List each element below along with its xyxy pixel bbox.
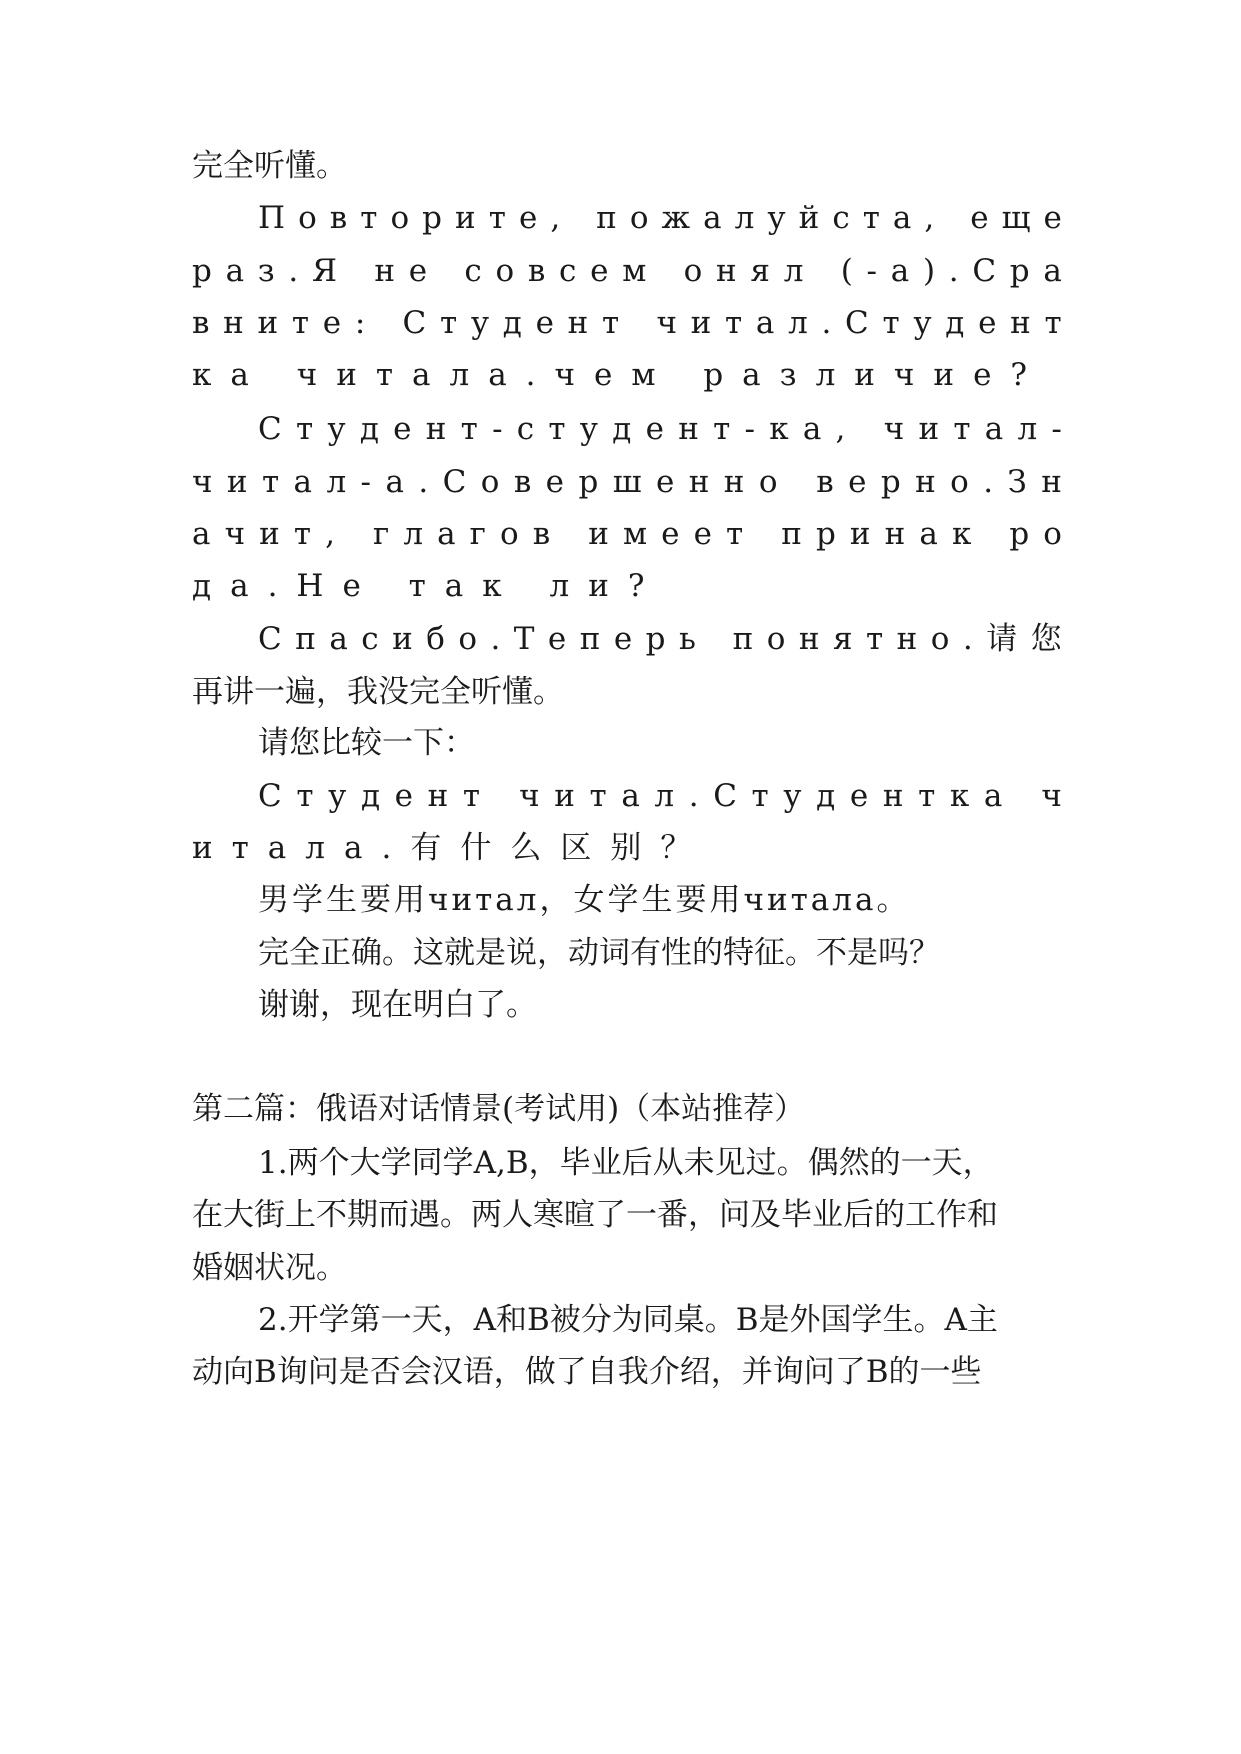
text-line: 动向B询问是否会汉语，做了自我介绍，并询问了B的一些 [192, 1354, 982, 1390]
text-line: 完全正确。这就是说，动词有性的特征。不是吗？ [258, 935, 940, 971]
text-line: 谢谢，现在明白了。 [258, 987, 537, 1023]
text-line: в н и т е : С т у д е н т ч и т а л . С т у д е н т [192, 305, 1062, 341]
text-line: 在大街上不期而遇。两人寒暄了一番，问及毕业后的工作和 [192, 1197, 998, 1233]
text-line: П о в т о р и т е , п о ж а л у й с т а , е щ е [258, 200, 1062, 236]
text-line: С п а с и б о . Т е п е р ь п о н я т н о . 请 您 [258, 621, 1062, 657]
text-line: 男学生要用читал，女学生要用читала。 [258, 882, 911, 918]
text-line: ч и т а л - а . С о в е р ш е н н о в е р н о . З н [192, 464, 1062, 500]
text-line: С т у д е н т ч и т а л . С т у д е н т к а ч [258, 778, 1062, 814]
text-line: 完全听懂。 [192, 148, 347, 184]
section-heading: 第二篇：俄语对话情景(考试用)（本站推荐） [192, 1091, 806, 1127]
text-line: а ч и т , г л а г о в и м е е т п р и н а к р о [192, 516, 1062, 552]
text-line: 2.开学第一天，A和B被分为同桌。B是外国学生。A主 [258, 1302, 998, 1338]
text-line: р а з . Я н е с о в с е м о н я л ( - а ) . С р а [192, 253, 1062, 289]
text-line: 1.两个大学同学A,B，毕业后从未见过。偶然的一天， [258, 1145, 994, 1181]
text-line: 婚姻状况。 [192, 1250, 347, 1286]
text-line: 再讲一遍，我没完全听懂。 [192, 674, 564, 710]
text-line: итала.有什么区别？ [192, 830, 711, 866]
text-line: да.Не так ли? [192, 568, 664, 604]
text-line: ка читала.чем различие? [192, 357, 1047, 393]
text-line: 请您比较一下： [258, 725, 475, 761]
text-line: С т у д е н т - с т у д е н т - к а , ч и т а л - [258, 411, 1062, 447]
